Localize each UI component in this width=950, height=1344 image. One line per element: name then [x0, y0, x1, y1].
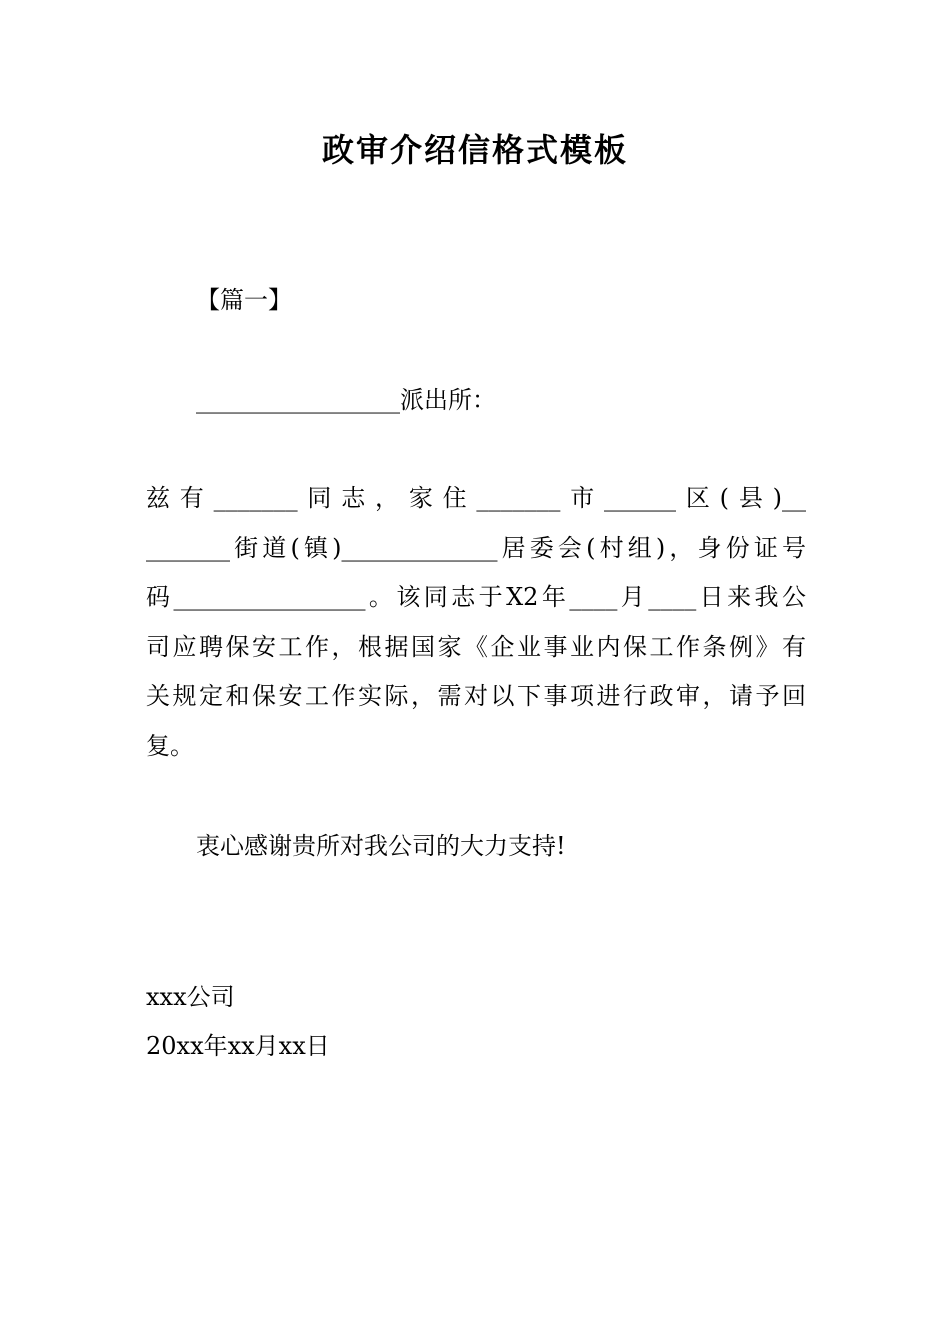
body-paragraph: [146, 481, 806, 778]
section-label: 【篇一】: [196, 286, 292, 314]
addressee-line: _________________派出所：: [196, 386, 496, 414]
closing-thanks: 衷心感谢贵所对我公司的大力支持!: [196, 832, 566, 860]
body-line: _______街道(镇)_____________居委会(村组)，身份证号: [146, 533, 806, 562]
body-line: 码________________。该同志于X2年____月____日来我公: [146, 583, 806, 611]
signature-company: xxx公司: [146, 983, 235, 1011]
signature-date: 20xx年xx月xx日: [146, 1032, 330, 1060]
document-title: 政审介绍信格式模板: [321, 131, 628, 169]
body-line: 兹有_______同志，家住_______市______区(县)__: [146, 484, 806, 512]
body-line: 关规定和保安工作实际，需对以下事项进行政审，请予回: [146, 682, 806, 710]
body-line: 复。: [146, 731, 194, 760]
body-line: 司应聘保安工作，根据国家《企业事业内保工作条例》有: [146, 632, 806, 661]
